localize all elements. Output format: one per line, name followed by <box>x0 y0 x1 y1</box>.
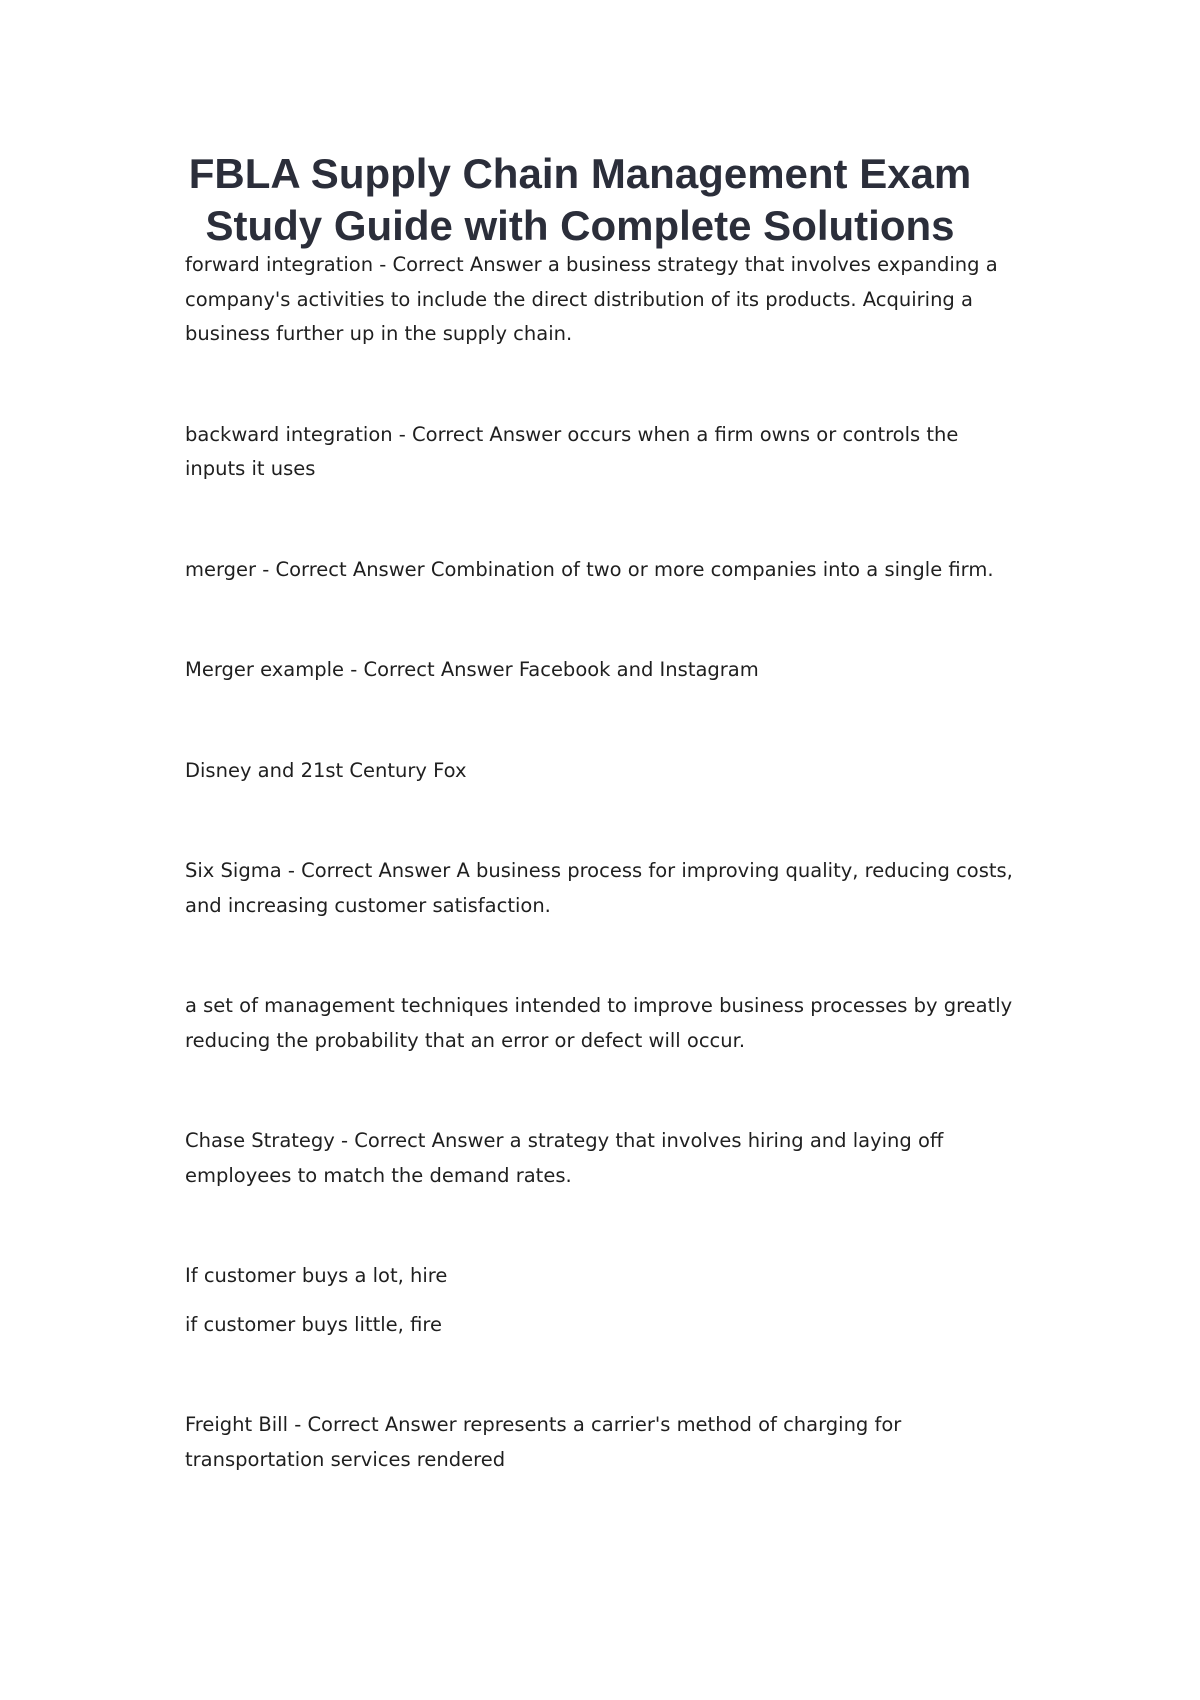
entry-backward-integration: backward integration - Correct Answer occurs when a firm owns or controls the inputs it uses <box>185 422 959 480</box>
entry-forward-integration: forward integration - Correct Answer a business strategy that involves expanding a company's activities to include the direct distribution of its products. Acquiring a business further up in the supply chain. <box>185 253 998 345</box>
entry-merger: merger - Correct Answer Combination of two or more companies into a single firm. <box>185 557 994 581</box>
document-title <box>150 148 1010 252</box>
entry-merger-example-continued: Disney and 21st Century Fox <box>185 758 467 782</box>
entry-merger-example: Merger example - Correct Answer Facebook and Instagram <box>185 658 759 681</box>
entry-freight-bill: Freight Bill - Correct Answer represents a carrier's method of charging for transportation services rendered <box>185 1413 902 1471</box>
title-line-1: FBLA Supply Chain Management Exam <box>188 150 972 197</box>
title-line-2: Study Guide with Complete Solutions <box>205 202 955 249</box>
entry-chase-strategy: Chase Strategy - Correct Answer a strategy that involves hiring and laying off employees to match the demand rates. <box>185 1129 944 1187</box>
entry-chase-strategy-hire: If customer buys a lot, hire <box>185 1264 448 1287</box>
study-guide-content <box>185 248 1020 1477</box>
entry-chase-strategy-fire: if customer buys little, fire <box>185 1312 442 1336</box>
entry-six-sigma: Six Sigma - Correct Answer A business process for improving quality, reducing costs, and increasing customer satisfaction. <box>185 859 1013 917</box>
entry-six-sigma-continued: a set of management techniques intended to improve business processes by greatly reducing the probability that an error or defect will occur. <box>185 994 1013 1052</box>
